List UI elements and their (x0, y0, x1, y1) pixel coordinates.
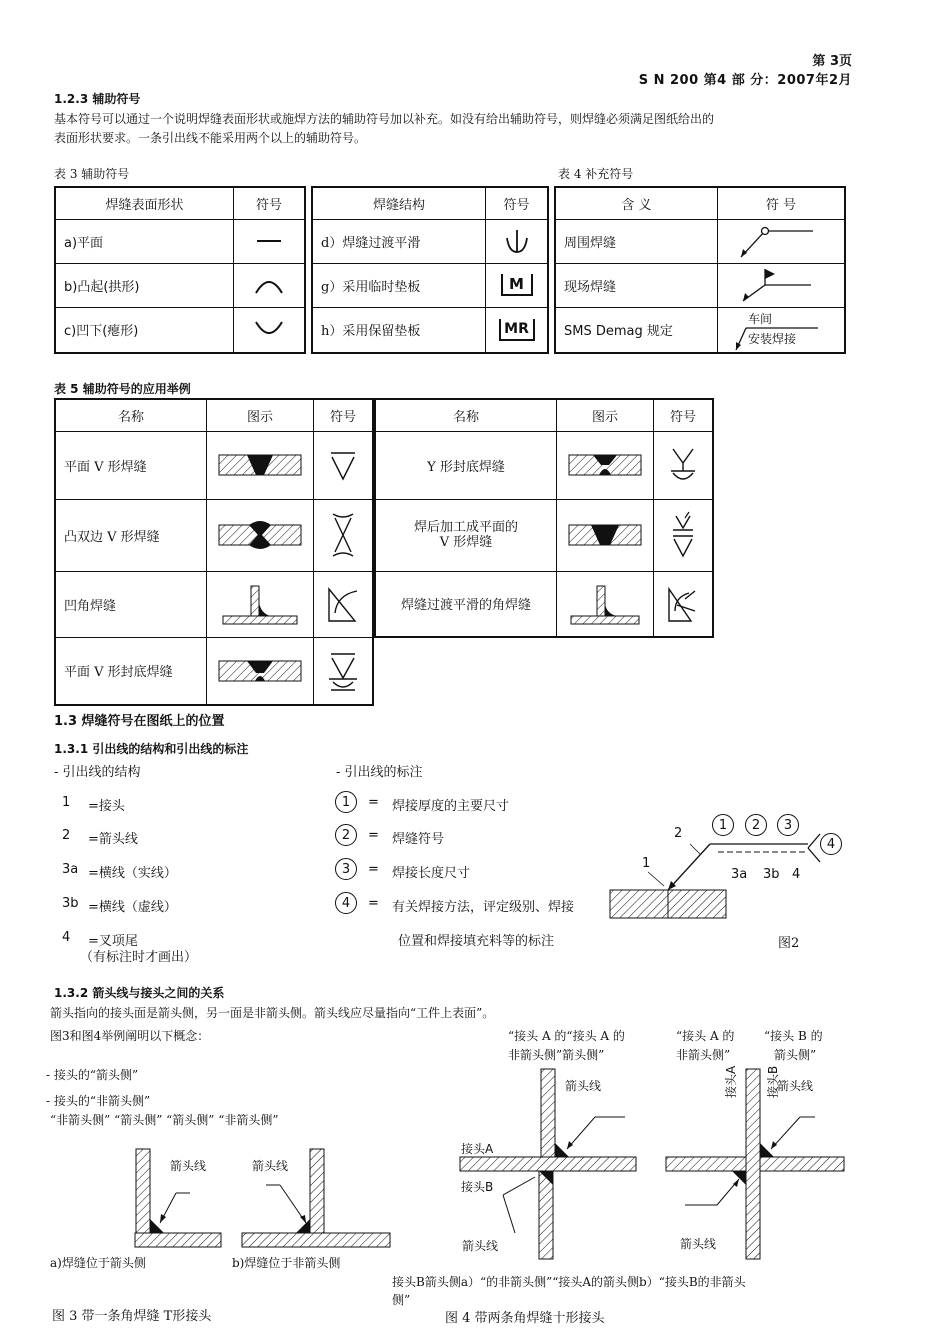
figure-label: 3a (731, 867, 748, 882)
table4 (554, 186, 846, 354)
figure-3-label-a: a)焊缝位于箭头侧 (50, 1256, 146, 1270)
list-item-value: 焊缝符号 (392, 832, 445, 847)
figure-4-header: “接头 B 的 (764, 1029, 823, 1043)
table-cell: 平面 V 形封底焊缝 (55, 637, 207, 705)
table-header: 符号 (234, 187, 306, 219)
joint-b-vertical-label: 接头B (766, 1065, 780, 1098)
arrow-line-label: 箭头线 (462, 1239, 499, 1253)
concave-symbol (234, 307, 306, 353)
figure-3-header: “非箭头侧” “箭头侧” “箭头侧” “非箭头侧” (50, 1113, 279, 1127)
y-backing-symbol (654, 431, 714, 499)
y-backing-figure (557, 431, 654, 499)
table-header: 图示 (557, 399, 654, 431)
temporary-backing-symbol: M (486, 263, 549, 307)
smooth-fillet-symbol (654, 571, 714, 637)
table-cell: h）采用保留垫板 (312, 307, 486, 353)
table4-caption: 表 4 补充符号 (558, 167, 634, 181)
flat-v-backing-symbol (314, 637, 374, 705)
table-cell: 焊缝过渡平滑的角焊缝 (375, 571, 557, 637)
table-cell: 平面 V 形焊缝 (55, 431, 207, 499)
arrow-line-label: 箭头线 (680, 1237, 717, 1251)
list-item-value: 焊接长度尺寸 (392, 866, 471, 881)
table-header: 符号 (486, 187, 549, 219)
site-weld-symbol (718, 263, 846, 307)
figure-label: 2 (674, 826, 683, 841)
convex-double-v-symbol (314, 499, 374, 571)
table3-caption: 表 3 辅助符号 (54, 167, 130, 181)
smooth-fillet-figure (557, 571, 654, 637)
figure-4-caption: 图 4 带两条角焊缝十形接头 (445, 1311, 605, 1326)
table-cell: g）采用临时垫板 (312, 263, 486, 307)
convex-symbol (234, 263, 306, 307)
circled-number: 4 (820, 833, 842, 855)
joint-a-vertical-label: 接头A (724, 1065, 738, 1098)
circled-number: 2 (335, 824, 357, 846)
list-item-note: 位置和焊接填充料等的标注 (398, 934, 555, 949)
list-item-value: 焊接厚度的主要尺寸 (392, 799, 510, 814)
concave-fillet-figure (207, 571, 314, 637)
table-header: 符 号 (718, 187, 846, 219)
bullet-item: - 接头的“箭头侧” (46, 1068, 139, 1082)
list-item-key: 3a (62, 862, 79, 877)
table-cell: 焊后加工成平面的 V 形焊缝 (375, 499, 557, 571)
figure-4-footnote: 接头B箭头侧a）“的非箭头侧”“接头A的箭头侧b）“接头B的非箭头 (392, 1275, 746, 1289)
figure-label: 3b (763, 867, 780, 882)
figure-4-header: “接头 A 的 (676, 1029, 735, 1043)
circled-number: 1 (335, 791, 357, 813)
figure-label: 4 (792, 867, 801, 882)
list-item-key: 4 (62, 930, 71, 945)
page-number: 第 3页 (812, 54, 852, 69)
list-heading: - 引出线的结构 (54, 765, 141, 780)
paragraph-line: 表面形状要求。一条引出线不能采用两个以上的辅助符号。 (54, 131, 367, 145)
table-header: 焊缝表面形状 (55, 187, 234, 219)
permanent-backing-symbol: MR (486, 307, 549, 353)
paragraph-line: 图3和图4举例阐明以下概念： (50, 1029, 210, 1043)
table-header: 符号 (314, 399, 374, 431)
circled-number: 3 (335, 858, 357, 880)
figure-4-header: 非箭头侧”箭头侧” (508, 1048, 605, 1062)
bullet-item: - 接头的“非箭头侧” (46, 1094, 151, 1108)
table-cell: 周围焊缝 (555, 219, 718, 263)
figure-3-label-b: b)焊缝位于非箭头侧 (232, 1256, 341, 1270)
table-header: 焊缝结构 (312, 187, 486, 219)
table-header: 含 义 (555, 187, 718, 219)
convex-double-v-figure (207, 499, 314, 571)
list-item-value: =横线（虚线） (88, 900, 177, 915)
table3-right (311, 186, 549, 354)
arrow-line-label: 箭头线 (777, 1079, 814, 1093)
joint-b-label: 接头B (461, 1180, 494, 1194)
figure-4-footnote: 侧” (392, 1293, 411, 1307)
smooth-transition-symbol (486, 219, 549, 263)
figure-label: 1 (642, 856, 651, 871)
flat-v-weld-figure (207, 431, 314, 499)
figure-4-header: 非箭头侧” (676, 1048, 731, 1062)
all-around-symbol (718, 219, 846, 263)
list-item-value: =箭头线 (88, 832, 138, 847)
figure-4-header: 箭头侧” (774, 1048, 817, 1062)
arrow-line-label: 箭头线 (252, 1159, 289, 1173)
equals-sign: = (368, 795, 379, 810)
flat-v-backing-figure (207, 637, 314, 705)
table-header: 图示 (207, 399, 314, 431)
table5-left (54, 398, 374, 706)
table-header: 符号 (654, 399, 714, 431)
table-cell: b)凸起(拱形) (55, 263, 234, 307)
circled-number: 4 (335, 892, 357, 914)
equals-sign: = (368, 862, 379, 877)
equals-sign: = (368, 828, 379, 843)
list-item-key: 2 (62, 828, 71, 843)
figure-4-cross-joints (455, 1065, 850, 1265)
list-item-key: 1 (62, 795, 71, 810)
list-item-value: 有关焊接方法，评定级别、焊接 (392, 900, 575, 915)
paragraph-line: 箭头指向的接头面是箭头侧，另一面是非箭头侧。箭头线应尽量指向“工件上表面”。 (50, 1006, 495, 1020)
machined-v-symbol (654, 499, 714, 571)
section-title-1-2-3: 1.2.3 辅助符号 (54, 92, 141, 106)
list-item-value: =叉项尾 (88, 934, 138, 949)
table-cell: d）焊缝过渡平滑 (312, 219, 486, 263)
list-item-note: （有标注时才画出） (80, 950, 198, 965)
section-title-1-3-2: 1.3.2 箭头线与接头之间的关系 (54, 986, 225, 1000)
list-heading: - 引出线的标注 (336, 765, 423, 780)
concave-fillet-symbol (314, 571, 374, 637)
joint-a-label: 接头A (461, 1142, 494, 1156)
list-item-key: 3b (62, 896, 79, 911)
table-header: 名称 (55, 399, 207, 431)
table3-left (54, 186, 306, 354)
table-cell: SMS Demag 规定 (555, 307, 718, 353)
circled-number: 3 (777, 814, 799, 836)
table-cell: 现场焊缝 (555, 263, 718, 307)
arrow-line-label: 箭头线 (565, 1079, 602, 1093)
table-cell: 凸双边 V 形焊缝 (55, 499, 207, 571)
section-title-1-3-1: 1.3.1 引出线的结构和引出线的标注 (54, 742, 249, 756)
figure-4-header: “接头 A 的“接头 A 的 (508, 1029, 625, 1043)
table-cell: c)凹下(瘪形) (55, 307, 234, 353)
arrow-line-label: 箭头线 (170, 1159, 207, 1173)
table-cell: a)平面 (55, 219, 234, 263)
document-id: S N 200 第4 部 分：2007年2月 (638, 73, 852, 88)
table-cell: Y 形封底焊缝 (375, 431, 557, 499)
list-item-value: =接头 (88, 799, 125, 814)
figure-2-caption: 图2 (778, 936, 800, 951)
machined-v-figure (557, 499, 654, 571)
equals-sign: = (368, 896, 379, 911)
flat-symbol (234, 219, 306, 263)
table-header: 名称 (375, 399, 557, 431)
table5-right (374, 398, 714, 638)
circled-number: 1 (712, 814, 734, 836)
sms-demag-symbol: 车间 安装焊接 (718, 307, 846, 353)
circled-number: 2 (745, 814, 767, 836)
table5-caption: 表 5 辅助符号的应用举例 (54, 382, 191, 396)
table-cell: 凹角焊缝 (55, 571, 207, 637)
figure-3-caption: 图 3 带一条角焊缝 T形接头 (52, 1309, 212, 1324)
section-title-1-3: 1.3 焊缝符号在图纸上的位置 (54, 714, 225, 729)
list-item-value: =横线（实线） (88, 866, 177, 881)
paragraph-line: 基本符号可以通过一个说明焊缝表面形状或施焊方法的辅助符号加以补充。如没有给出辅助符号，则焊缝必须满足图纸给出的 (54, 112, 715, 126)
flat-v-symbol (314, 431, 374, 499)
